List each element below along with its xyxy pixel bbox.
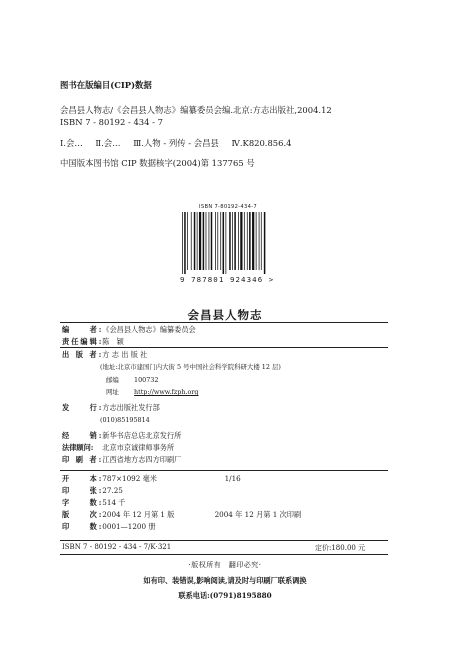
responsible-editor-label: 责任编辑: — [62, 337, 104, 346]
cip-classification — [60, 138, 400, 149]
publisher-label: 出 版 者: — [62, 350, 104, 359]
printer-value: 江西省地方志四方印刷厂 — [102, 455, 182, 464]
cip-block — [60, 80, 400, 169]
editor-value: 《会昌县人物志》编纂委员会 — [102, 325, 196, 334]
words-value: 514 千 — [102, 498, 126, 507]
barcode-bar — [244, 212, 245, 270]
barcode-bar — [252, 212, 254, 270]
editor-label: 编 者: — [62, 325, 104, 334]
cip-class-3: Ⅲ.人物 - 列传 - 会昌县 — [133, 137, 219, 148]
postcode-value: 100732 — [134, 376, 159, 384]
barcode-bar — [215, 212, 216, 270]
barcode-bar — [238, 212, 239, 270]
legal-value: 北京市京诚律师事务所 — [102, 443, 175, 452]
barcode-digits: 9 787801 924346 > — [180, 275, 275, 284]
barcode-bar — [194, 212, 196, 270]
print-error-notice: 如有印、装错误,影响阅读,请及时与印刷厂联系调换 — [143, 576, 307, 585]
sales-value: 新华书店总店北京发行所 — [102, 431, 182, 440]
isbn-bottom: ISBN 7 - 80192 - 434 - 7/K·321 — [62, 543, 172, 551]
barcode — [178, 204, 278, 284]
copies-value: 0001—1200 册 — [102, 522, 156, 531]
publisher-postcode-row — [106, 377, 158, 383]
printer-label: 印 刷 者: — [62, 455, 104, 464]
edition-value: 2004 年 12 月第 1 版 — [102, 510, 175, 519]
price: 定价:180.00 元 — [315, 544, 366, 552]
divider — [60, 554, 388, 555]
barcode-bar — [261, 212, 262, 270]
publisher-website-row — [106, 389, 199, 395]
cip-class-4: Ⅳ.K820.856.4 — [231, 137, 292, 148]
sheets-label: 印 张: — [62, 486, 104, 495]
barcode-bar — [249, 212, 251, 270]
book-title: 会昌县人物志 — [187, 308, 263, 322]
barcode-bar — [184, 212, 186, 274]
barcode-bar — [211, 212, 213, 270]
barcode-bar — [259, 212, 260, 270]
barcode-bar — [234, 212, 236, 270]
website-link[interactable]: http://www.fzph.org — [134, 388, 199, 396]
barcode-bar — [264, 212, 266, 274]
divider — [60, 470, 388, 471]
cip-class-1: Ⅰ.会… — [60, 137, 83, 148]
cip-record-line: 会昌县人物志/《会昌县人物志》编纂委员会编.北京:方志出版社,2004.12 — [60, 104, 332, 115]
barcode-bar — [256, 212, 257, 270]
format-value: 787×1092 毫米 — [102, 474, 157, 483]
responsible-editor-value: 陈 颖 — [102, 337, 124, 346]
barcode-bar — [232, 212, 233, 270]
barcode-bar — [209, 212, 210, 270]
format-fold: 1/16 — [224, 474, 241, 483]
publisher-address: (地址:北京市建国门内大街 5 号中国社会科学院科研大楼 12 层) — [100, 363, 281, 371]
barcode-bar — [206, 212, 207, 270]
barcode-bar — [182, 212, 183, 274]
divider — [60, 322, 388, 323]
words-label: 字 数: — [62, 498, 104, 507]
words-row — [62, 499, 126, 506]
contact-phone: 联系电话:(0791)8195880 — [178, 591, 272, 600]
barcode-bar — [191, 212, 192, 270]
copies-row — [62, 523, 156, 530]
website-label: 网址 — [106, 388, 119, 396]
cip-number: 中国版本图书馆 CIP 数据核字(2004)第 137765 号 — [60, 158, 255, 168]
barcode-bar — [199, 212, 201, 270]
legal-label: 法律顾问: — [62, 443, 94, 452]
barcode-isbn: ISBN 7-80192-434-7 — [199, 204, 257, 210]
barcode-bar — [217, 212, 218, 270]
cip-class-2: Ⅱ.会… — [95, 137, 121, 148]
divider — [60, 347, 388, 348]
distribution-label: 发 行: — [62, 403, 104, 412]
distribution-row — [62, 404, 160, 411]
barcode-bars — [178, 212, 278, 274]
format-row — [62, 475, 241, 482]
divider — [60, 540, 388, 541]
sales-row — [62, 432, 181, 439]
cip-title: 图书在版编目(CIP)数据 — [60, 80, 152, 90]
cip-isbn-line: ISBN 7 - 80192 - 434 - 7 — [60, 117, 163, 127]
copies-label: 印 数: — [62, 522, 104, 531]
barcode-bar — [220, 212, 221, 270]
barcode-bar — [240, 212, 242, 270]
barcode-bar — [223, 212, 225, 274]
rights-notice: ·版权所有 翻印必究· — [188, 561, 262, 569]
publisher-row — [62, 351, 147, 358]
printer-row — [62, 456, 181, 463]
sheets-value: 27.25 — [102, 486, 123, 495]
printing-value: 2004 年 12 月第 1 次印刷 — [214, 510, 302, 519]
barcode-bar — [187, 212, 188, 270]
postcode-label: 邮编 — [106, 376, 119, 384]
editor-row — [62, 326, 196, 333]
barcode-bar — [226, 212, 227, 274]
edition-row — [62, 511, 301, 518]
format-label: 开 本: — [62, 474, 104, 483]
edition-label: 版 次: — [62, 510, 104, 519]
barcode-bar — [247, 212, 248, 270]
barcode-bar — [229, 212, 231, 270]
legal-row — [62, 444, 174, 451]
barcode-bar — [203, 212, 205, 270]
responsible-editor-row — [62, 338, 124, 345]
distribution-phone: (010)85195814 — [100, 416, 150, 424]
distribution-value: 方志出版社发行部 — [102, 403, 160, 412]
publisher-name: 方 志 出 版 社 — [102, 350, 148, 359]
sales-label: 经 销: — [62, 431, 104, 440]
barcode-bar — [197, 212, 198, 270]
sheets-row — [62, 487, 123, 494]
